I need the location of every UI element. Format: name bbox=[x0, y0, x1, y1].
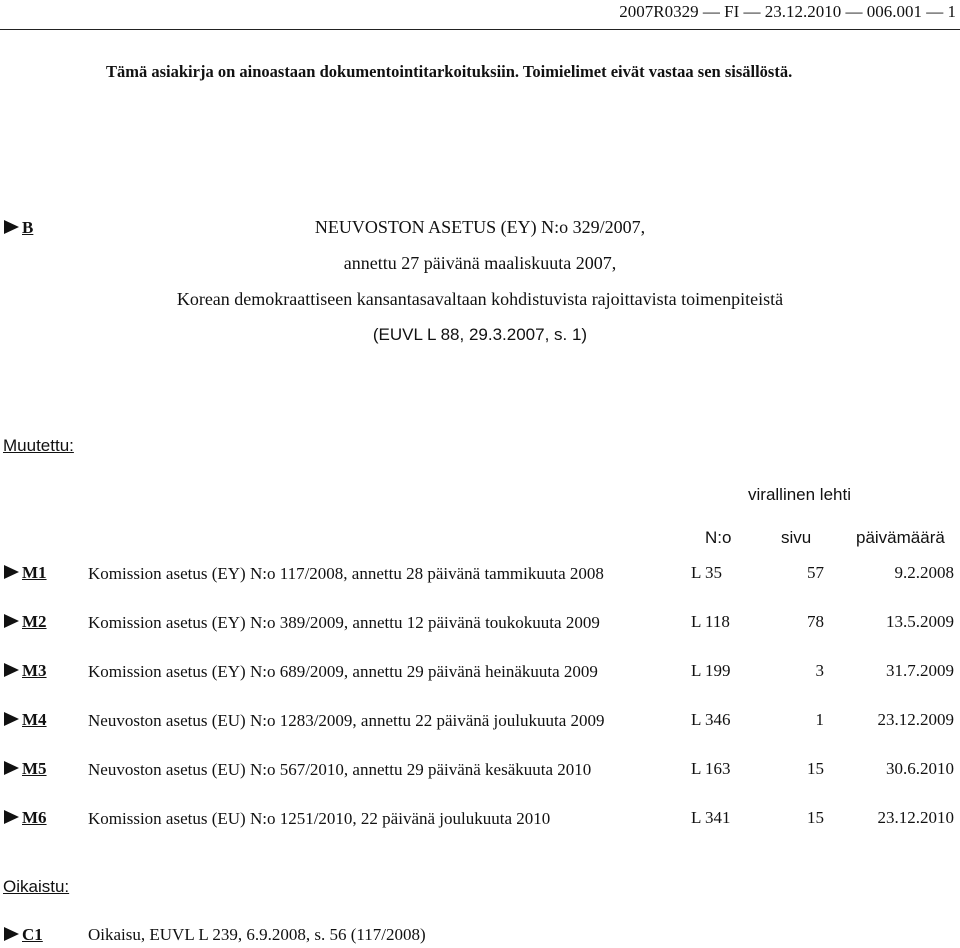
marker-code: M2 bbox=[22, 612, 47, 631]
marker-m2[interactable] bbox=[4, 612, 47, 632]
marker-arrow-icon bbox=[4, 927, 19, 941]
marker-arrow-icon bbox=[4, 712, 19, 726]
journal-number: L 199 bbox=[691, 661, 731, 680]
journal-number: L 35 bbox=[691, 563, 723, 582]
disclaimer: Tämä asiakirja on ainoastaan dokumentointitarkoituksiin. Toimielimet eivät vastaa sen sisällöstä. bbox=[106, 62, 793, 81]
amended-label: Muutettu: bbox=[3, 436, 74, 455]
journal-number: L 341 bbox=[691, 808, 731, 827]
act-date: annettu 27 päivänä maaliskuuta 2007, bbox=[343, 253, 617, 273]
column-group-header: virallinen lehti bbox=[748, 485, 851, 504]
column-header-no: N:o bbox=[705, 528, 732, 547]
journal-page: 3 bbox=[815, 661, 824, 680]
marker-code: B bbox=[22, 218, 34, 237]
journal-date: 23.12.2009 bbox=[877, 710, 954, 729]
journal-page: 57 bbox=[807, 563, 824, 582]
amendment-text: Komission asetus (EY) N:o 689/2009, annettu 29 päivänä heinäkuuta 2009 bbox=[88, 662, 598, 681]
journal-date: 23.12.2010 bbox=[877, 808, 954, 827]
amendment-text: Neuvoston asetus (EU) N:o 1283/2009, annettu 22 päivänä joulukuuta 2009 bbox=[88, 711, 605, 730]
marker-m1[interactable] bbox=[4, 563, 47, 583]
correction-text: Oikaisu, EUVL L 239, 6.9.2008, s. 56 (117/2008) bbox=[88, 925, 426, 944]
act-reference: (EUVL L 88, 29.3.2007, s. 1) bbox=[372, 325, 588, 344]
amendment-row bbox=[0, 710, 960, 754]
marker-m6[interactable] bbox=[4, 808, 47, 828]
running-header: 2007R0329 — FI — 23.12.2010 — 006.001 — 1 bbox=[619, 2, 956, 21]
marker-c1[interactable] bbox=[4, 925, 43, 945]
act-subject: Korean demokraattiseen kansantasavaltaan kohdistuvista rajoittavista toimenpiteistä bbox=[176, 289, 784, 309]
amendment-text: Neuvoston asetus (EU) N:o 567/2010, annettu 29 päivänä kesäkuuta 2010 bbox=[88, 760, 592, 779]
amendment-text: Komission asetus (EY) N:o 389/2009, annettu 12 päivänä toukokuuta 2009 bbox=[88, 613, 600, 632]
marker-code: M1 bbox=[22, 563, 47, 582]
header-rule bbox=[0, 29, 960, 30]
marker-arrow-icon bbox=[4, 663, 19, 677]
journal-number: L 346 bbox=[691, 710, 731, 729]
marker-m4[interactable] bbox=[4, 710, 47, 730]
amendment-text: Komission asetus (EY) N:o 117/2008, annettu 28 päivänä tammikuuta 2008 bbox=[88, 564, 604, 583]
journal-date: 9.2.2008 bbox=[894, 563, 954, 582]
journal-page: 78 bbox=[807, 612, 824, 631]
marker-arrow-icon bbox=[4, 810, 19, 824]
journal-number: L 163 bbox=[691, 759, 731, 778]
amendment-row bbox=[0, 661, 960, 705]
marker-m5[interactable] bbox=[4, 759, 47, 779]
journal-page: 15 bbox=[807, 759, 824, 778]
amendment-row bbox=[0, 612, 960, 656]
journal-page: 15 bbox=[807, 808, 824, 827]
journal-date: 13.5.2009 bbox=[886, 612, 954, 631]
marker-arrow-icon bbox=[4, 565, 19, 579]
corrected-label: Oikaistu: bbox=[3, 877, 70, 896]
amendment-row bbox=[0, 759, 960, 803]
marker-m3[interactable] bbox=[4, 661, 47, 681]
column-header-page: sivu bbox=[781, 528, 812, 547]
amendment-row bbox=[0, 808, 960, 852]
marker-arrow-icon bbox=[4, 614, 19, 628]
amendment-text: Komission asetus (EU) N:o 1251/2010, 22 päivänä joulukuuta 2010 bbox=[88, 809, 551, 828]
marker-code: M3 bbox=[22, 661, 47, 680]
journal-date: 31.7.2009 bbox=[886, 661, 954, 680]
journal-number: L 118 bbox=[691, 612, 730, 631]
marker-code: M5 bbox=[22, 759, 47, 778]
marker-arrow-icon bbox=[4, 761, 19, 775]
amendment-row bbox=[0, 563, 960, 607]
marker-code: M6 bbox=[22, 808, 47, 827]
journal-page: 1 bbox=[815, 710, 824, 729]
act-title: NEUVOSTON ASETUS (EY) N:o 329/2007, bbox=[314, 217, 646, 237]
marker-code: M4 bbox=[22, 710, 47, 729]
journal-date: 30.6.2010 bbox=[886, 759, 954, 778]
marker-code: C1 bbox=[22, 925, 43, 944]
column-header-date: päivämäärä bbox=[856, 528, 945, 547]
